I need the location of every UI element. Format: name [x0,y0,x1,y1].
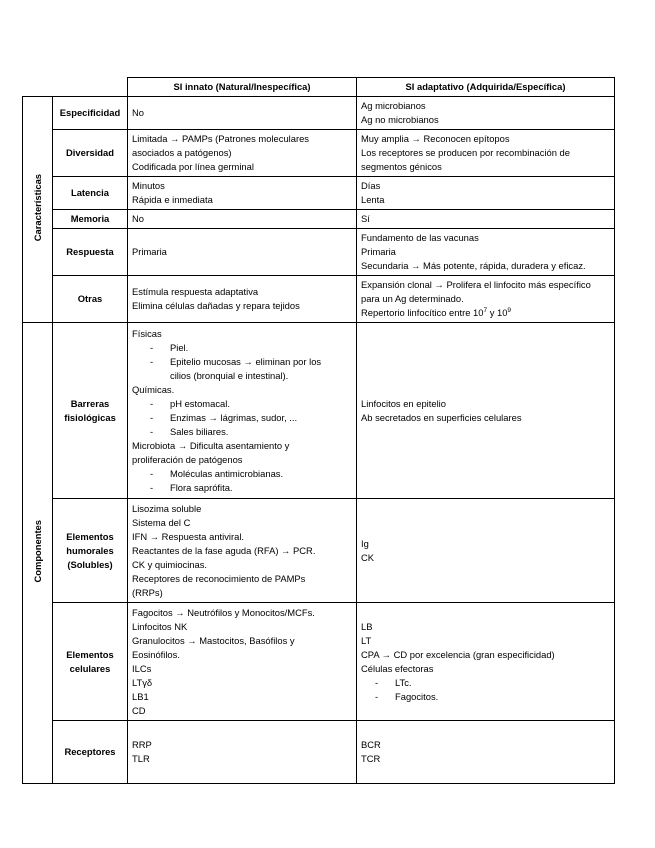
text-line: CK y quimiocinas. [132,558,208,570]
repertoire-exp2: 9 [507,306,512,314]
text-line: Minutos [132,180,165,191]
label-line: (Solubles) [67,558,113,570]
cell-otras-innate [128,276,357,323]
text-line: Receptores de reconocimiento de PAMPs [132,572,306,584]
text-line: CK [361,551,375,563]
list-item: - Flora saprófita. [132,481,352,495]
label-line: humorales [66,544,114,556]
label-receptores: Receptores [53,721,128,784]
text-line: TCR [361,753,381,764]
text-line: Ag no microbianos [361,114,439,125]
row-especificidad [23,97,615,130]
label-otras: Otras [53,276,128,323]
row-memoria [23,210,615,229]
cell-celulares-innate [128,603,357,721]
comparison-table [22,77,615,784]
header-row [23,78,615,97]
cell-humorales-adaptive [357,499,615,603]
text-line: Estímula respuesta adaptativa [132,286,259,297]
label-memoria: Memoria [53,210,128,229]
text-line: Fagocitos → Neutrófilos y Monocitos/MCFs. [132,606,315,618]
list-item: - LTc. [361,676,610,690]
text-line: Sí [361,213,370,224]
label-line: fisiológicas [64,411,116,423]
text-line: Ab secretados en superficies celulares [361,411,522,423]
text-line: (RRPs) [132,586,163,598]
text-line: Secundaria → Más potente, rápida, duradera y eficaz. [361,260,586,271]
label-line: celulares [69,662,111,674]
text-line: para un Ag determinado. [361,293,464,304]
cell-respuesta-adaptive [357,229,615,276]
text-line: No [132,107,144,118]
label-celulares [53,603,128,721]
cell-especificidad-adaptive [357,97,615,130]
text-line: Ag microbianos [361,100,426,111]
cell-receptores-innate [128,721,357,784]
row-latencia [23,177,615,210]
cell-respuesta-innate [128,229,357,276]
text-line: Químicas. [132,383,175,395]
text-line: LB [361,620,373,632]
header-innate: SI innato (Natural/Inespecífica) [128,78,357,97]
text-line: Elimina células dañadas y repara tejidos [132,300,300,311]
text-line: No [132,213,144,224]
cell-memoria-innate [128,210,357,229]
text-line: Lisozima soluble [132,502,202,514]
label-humorales [53,499,128,603]
repertoire-exp1: 7 [483,306,488,314]
repertoire-prefix: Repertorio linfocítico entre 10 [361,307,484,318]
text-line: Reactantes de la fase aguda (RFA) → PCR. [132,544,316,556]
text-line: CD [132,704,146,716]
text-line: Fundamento de las vacunas [361,232,479,243]
text-line: segmentos génicos [361,161,442,172]
row-celulares [23,603,615,721]
row-receptores [23,721,615,784]
label-latencia: Latencia [53,177,128,210]
list-item: - Sales biliares. [132,425,352,439]
row-diversidad [23,130,615,177]
group-characteristics-label: Características [31,173,43,242]
text-line: Primaria [361,246,396,257]
list-item: - Moléculas antimicrobianas. [132,467,352,481]
text-line: Rápida e inmediata [132,194,213,205]
repertoire-middle: y 10 [487,307,508,318]
text-line: Sistema del C [132,516,191,528]
label-line: Barreras [70,397,110,409]
text-line: ILCs [132,662,152,674]
row-humorales [23,499,615,603]
list-item: - Enzimas → lágrimas, sudor, ... [132,411,352,425]
list-item: - pH estomacal. [132,397,352,411]
text-line: Linfocitos en epitelio [361,397,446,409]
header-blank-cell [23,78,128,97]
label-diversidad: Diversidad [53,130,128,177]
row-respuesta [23,229,615,276]
group-components [23,323,53,784]
row-otras [23,276,615,323]
cell-receptores-adaptive [357,721,615,784]
cell-memoria-adaptive [357,210,615,229]
label-especificidad: Especificidad [53,97,128,130]
header-adaptive: SI adaptativo (Adquirida/Específica) [357,78,615,97]
text-line: Eosinófilos. [132,648,180,660]
list-item-continuation: cilios (bronquial e intestinal). [170,369,289,381]
cell-barreras-adaptive [357,323,615,499]
text-line: LB1 [132,690,149,702]
cell-celulares-adaptive [357,603,615,721]
cell-barreras-innate [128,323,357,499]
cell-latencia-adaptive [357,177,615,210]
text-line: Los receptores se producen por recombinación de [361,147,570,158]
row-barreras [23,323,615,499]
text-line: Células efectoras [361,662,434,674]
cell-especificidad-innate [128,97,357,130]
list-item: - Fagocitos. [361,690,610,704]
repertoire-line [361,306,610,320]
cell-latencia-innate [128,177,357,210]
label-respuesta: Respuesta [53,229,128,276]
list-item: - Piel. [132,341,352,355]
text-line: RRP [132,739,152,750]
text-line: Limitada → PAMPs (Patrones moleculares [132,133,309,144]
cell-otras-adaptive [357,276,615,323]
text-line: Linfocitos NK [132,620,188,632]
text-line: Ig [361,537,369,549]
text-line: Físicas [132,327,162,339]
text-line: IFN → Respuesta antiviral. [132,530,245,542]
text-line: Primaria [132,246,167,257]
label-barreras [53,323,128,499]
text-line: Granulocitos → Mastocitos, Basófilos y [132,634,295,646]
text-line: LT [361,634,372,646]
group-characteristics [23,97,53,323]
cell-humorales-innate [128,499,357,603]
text-line: Muy amplia → Reconocen epítopos [361,133,510,144]
text-line: BCR [361,739,381,750]
text-line: Lenta [361,194,385,205]
text-line: Codificada por línea germinal [132,161,254,172]
text-line: Microbiota → Dificulta asentamiento y [132,439,290,451]
text-line: asociados a patógenos) [132,147,232,158]
text-line: CPA → CD por excelencia (gran especificidad) [361,648,555,660]
text-line: LTγδ [132,676,153,688]
list-item: - Epitelio mucosas → eliminan por los [132,355,352,369]
cell-diversidad-adaptive [357,130,615,177]
label-line: Elementos [66,530,114,542]
text-line: proliferación de patógenos [132,453,243,465]
text-line: Expansión clonal → Prolifera el linfocito más específico [361,279,591,290]
cell-diversidad-innate [128,130,357,177]
label-line: Elementos [66,648,114,660]
text-line: TLR [132,753,150,764]
text-line: Días [361,180,381,191]
group-components-label: Componentes [31,519,43,583]
